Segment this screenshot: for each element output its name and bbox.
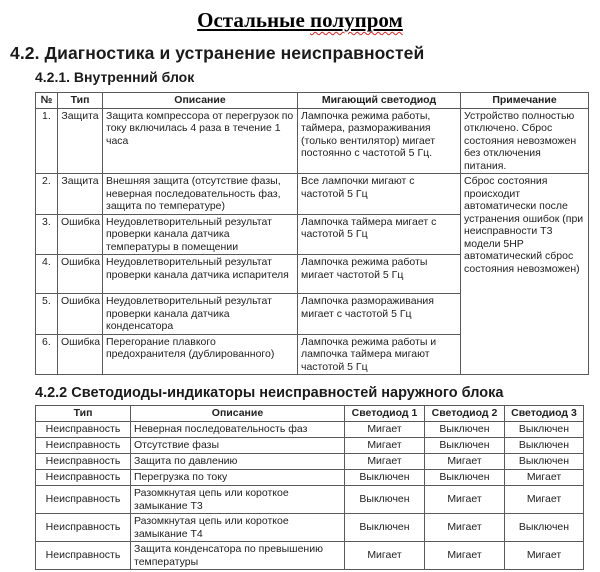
cell-led: Лампочка режима работы, таймера, размораживания (только вентилятор) мигает постоянно с частотой 5 Гц. (298, 108, 461, 174)
cell-type: Защита (58, 174, 103, 215)
cell-led2: Выключен (425, 422, 505, 438)
cell-description: Перегорание плавкого предохранителя (дублированного) (103, 334, 298, 375)
table-row (36, 422, 584, 438)
cell-led2: Выключен (425, 470, 505, 486)
subsection-heading-outdoor: 4.2.2 Светодиоды-индикаторы неисправностей наружного блока (35, 385, 504, 401)
cell-led3: Мигает (505, 486, 584, 514)
cell-led: Лампочка режима работы мигает частотой 5 Гц (298, 255, 461, 294)
cell-led1: Мигает (345, 454, 425, 470)
table-row (36, 108, 589, 174)
cell-number: 6. (36, 334, 58, 375)
cell-led: Лампочка размораживания мигает с частотой 5 Гц (298, 294, 461, 335)
cell-type: Неисправность (36, 542, 131, 570)
document-title (0, 8, 600, 33)
cell-type: Ошибка (58, 294, 103, 335)
cell-type: Неисправность (36, 438, 131, 454)
cell-led1: Мигает (345, 438, 425, 454)
cell-description: Неверная последовательность фаз (131, 422, 345, 438)
cell-description: Разомкнутая цепь или короткое замыкание Т4 (131, 514, 345, 542)
cell-led1: Мигает (345, 422, 425, 438)
cell-led3: Выключен (505, 514, 584, 542)
subsection-heading-indoor: 4.2.1. Внутренний блок (35, 69, 195, 85)
indoor-unit-error-table (35, 92, 589, 375)
column-header-type: Тип (36, 406, 131, 422)
cell-led2: Мигает (425, 542, 505, 570)
cell-type: Неисправность (36, 486, 131, 514)
column-header-note: Примечание (461, 93, 589, 109)
outdoor-unit-led-table (35, 405, 584, 570)
cell-number: 4. (36, 255, 58, 294)
table-header-row (36, 93, 589, 109)
cell-led2: Мигает (425, 486, 505, 514)
cell-description: Защита по давлению (131, 454, 345, 470)
cell-type: Неисправность (36, 454, 131, 470)
cell-led: Все лампочки мигают с частотой 5 Гц (298, 174, 461, 215)
cell-led2: Мигает (425, 514, 505, 542)
cell-number: 3. (36, 214, 58, 255)
cell-type: Ошибка (58, 214, 103, 255)
column-header-number: № (36, 93, 58, 109)
table-row (36, 454, 584, 470)
document-title-part1: Остальные (197, 8, 311, 32)
cell-description: Отсутствие фазы (131, 438, 345, 454)
cell-description: Неудовлетворительный результат проверки канала датчика температуры в помещении (103, 214, 298, 255)
cell-led: Лампочка таймера мигает с частотой 5 Гц (298, 214, 461, 255)
cell-type: Неисправность (36, 470, 131, 486)
cell-led3: Выключен (505, 454, 584, 470)
table-row (36, 514, 584, 542)
table-row (36, 486, 584, 514)
table-row (36, 438, 584, 454)
table-header-row (36, 406, 584, 422)
section-heading: 4.2. Диагностика и устранение неисправностей (10, 43, 425, 63)
cell-note: Сброс состояния происходит автоматически после устранения ошибок (при неисправности Т3 модели 5НР автоматический сброс состояния невозможен) (461, 174, 589, 375)
cell-led2: Выключен (425, 438, 505, 454)
cell-description: Внешняя защита (отсутствие фазы, неверная последовательность фаз, защита по температуре) (103, 174, 298, 215)
column-header-led1: Светодиод 1 (345, 406, 425, 422)
table-row (36, 542, 584, 570)
table-row (36, 470, 584, 486)
column-header-description: Описание (103, 93, 298, 109)
cell-led3: Выключен (505, 422, 584, 438)
column-header-blinking-led: Мигающий светодиод (298, 93, 461, 109)
cell-led1: Выключен (345, 514, 425, 542)
cell-type: Неисправность (36, 514, 131, 542)
cell-type: Ошибка (58, 255, 103, 294)
column-header-type: Тип (58, 93, 103, 109)
cell-description: Защита конденсатора по превышению температуры (131, 542, 345, 570)
table-row (36, 174, 589, 215)
column-header-description: Описание (131, 406, 345, 422)
cell-description: Неудовлетворительный результат проверки канала датчика конденсатора (103, 294, 298, 335)
cell-type: Ошибка (58, 334, 103, 375)
cell-led3: Мигает (505, 470, 584, 486)
cell-note: Устройство полностью отключено. Сброс состояния невозможен без отключения питания. (461, 108, 589, 174)
cell-number: 5. (36, 294, 58, 335)
cell-led: Лампочка режима работы и лампочка таймера мигают частотой 5 Гц (298, 334, 461, 375)
cell-type: Неисправность (36, 422, 131, 438)
cell-description: Разомкнутая цепь или короткое замыкание Т3 (131, 486, 345, 514)
cell-led2: Мигает (425, 454, 505, 470)
column-header-led2: Светодиод 2 (425, 406, 505, 422)
cell-led1: Мигает (345, 542, 425, 570)
column-header-led3: Светодиод 3 (505, 406, 584, 422)
cell-number: 2. (36, 174, 58, 215)
cell-led3: Выключен (505, 438, 584, 454)
cell-led3: Мигает (505, 542, 584, 570)
cell-number: 1. (36, 108, 58, 174)
cell-led1: Выключен (345, 470, 425, 486)
cell-led1: Выключен (345, 486, 425, 514)
cell-description: Защита компрессора от перегрузок по току включилась 4 раза в течение 1 часа (103, 108, 298, 174)
cell-description: Перегрузка по току (131, 470, 345, 486)
cell-type: Защита (58, 108, 103, 174)
cell-description: Неудовлетворительный результат проверки канала датчика испарителя (103, 255, 298, 294)
spellcheck-underlined-word[interactable]: полупром (310, 8, 403, 32)
